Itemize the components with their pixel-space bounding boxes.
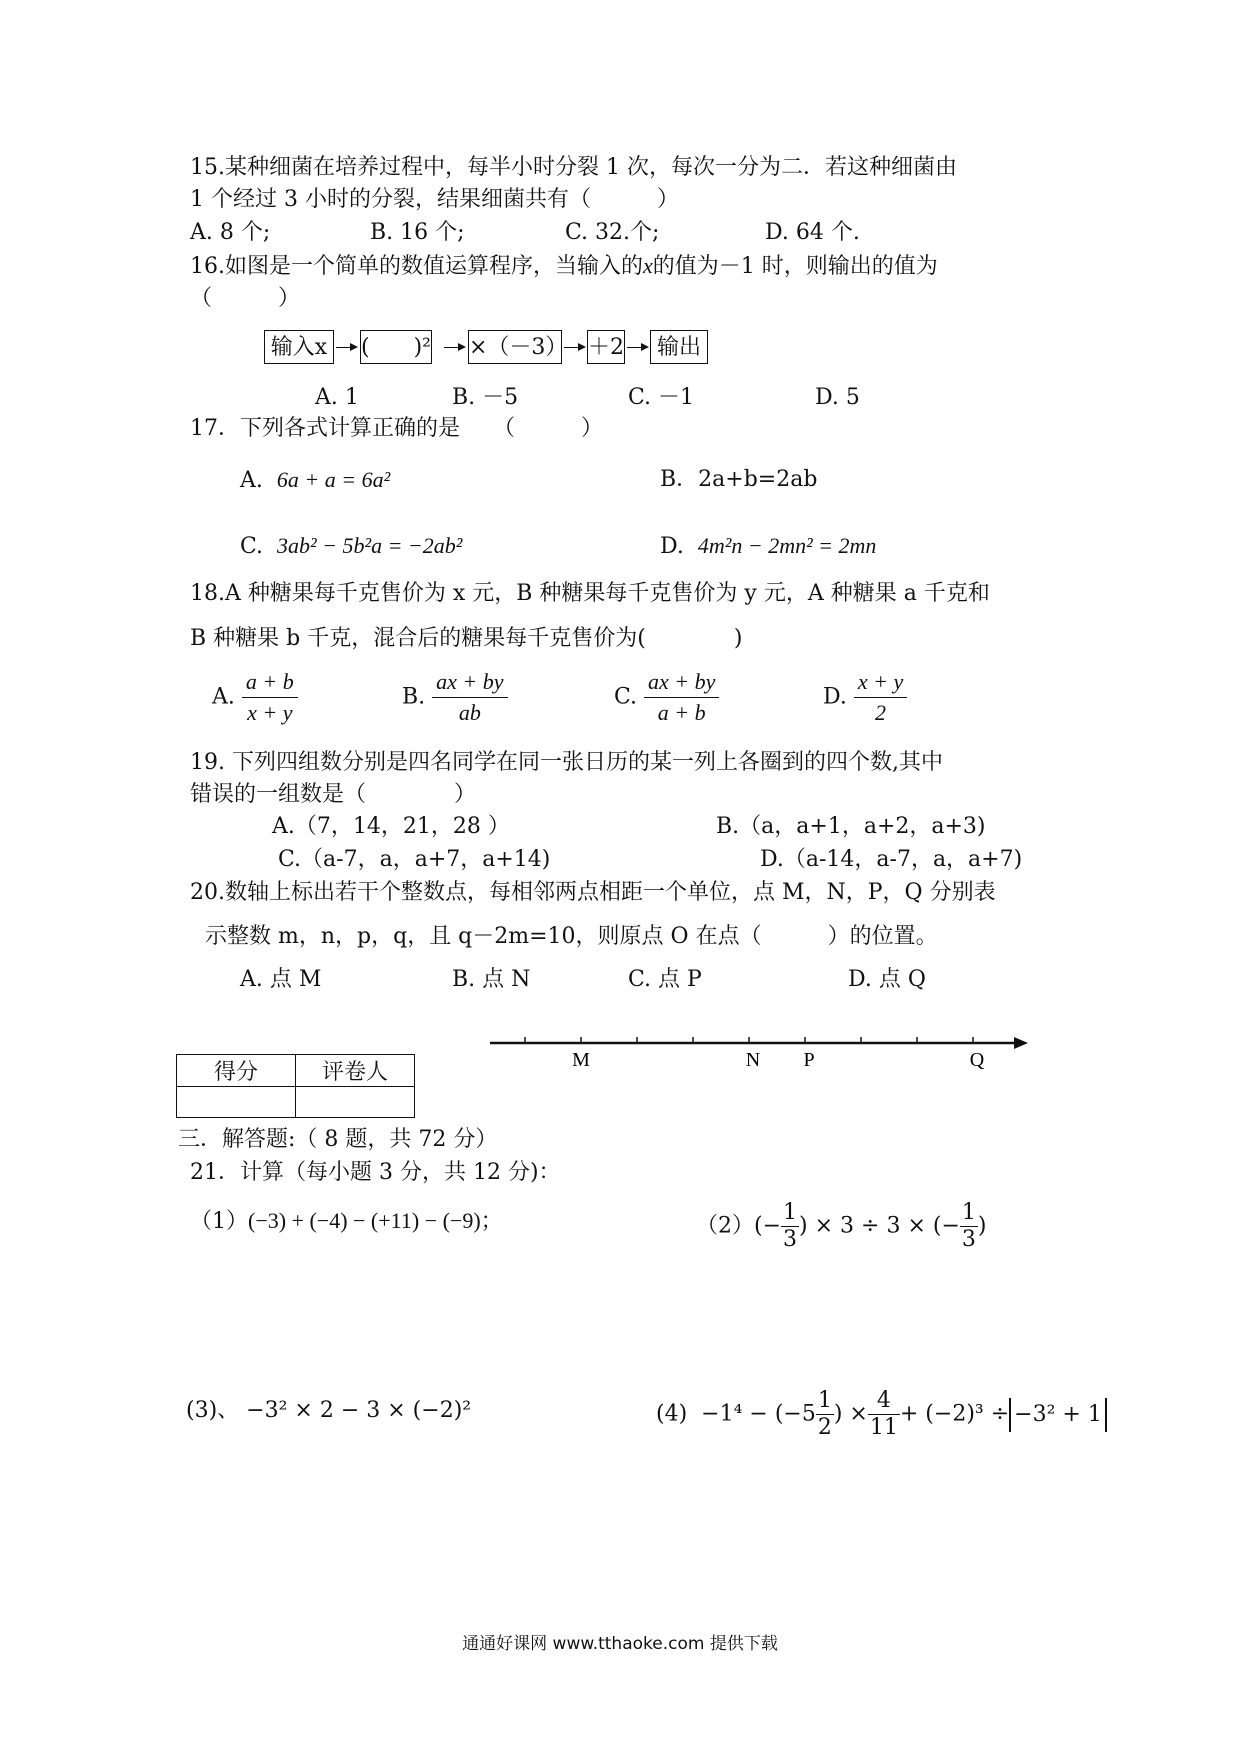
q18-a-fraction: $\frac{a + b}{x + y}$ — [242, 667, 298, 728]
flow-square-box: ( )² — [360, 330, 432, 364]
q21-p3-expr: −3² × 2 − 3 × (−2)² — [246, 1398, 472, 1423]
flow-arrow-4 — [627, 347, 647, 348]
axis-label-q: Q — [969, 1049, 985, 1071]
q17-option-d — [660, 531, 876, 562]
q17-c-expr: 3ab² − 5b²a = −2ab² — [277, 533, 463, 558]
q18-a-label: A. — [212, 684, 235, 710]
q17-stem: 17．下列各式计算正确的是 （ ） — [190, 416, 603, 441]
q21-p1-label: （1） — [190, 1209, 248, 1234]
q17-d-expr: 4m²n − 2mn² = 2mn — [697, 533, 877, 558]
q21-part3 — [186, 1396, 471, 1426]
q18-b-fraction: $\frac{ax + by}{ab}$ — [432, 667, 507, 728]
q16-line1-post: 的值为－1 时，则输出的值为 — [652, 254, 938, 279]
q19-option-b: B.（a，a+1，a+2，a+3) — [716, 814, 986, 839]
q17-c-label: C. — [240, 534, 264, 559]
q16-line1 — [190, 251, 938, 282]
q20-option-b: B. 点 N — [452, 967, 531, 992]
axis-label-p: P — [803, 1049, 815, 1071]
q21-p2-post: ) — [977, 1213, 987, 1239]
q15-line2: 1 个经过 3 小时的分裂，结果细菌共有（ ） — [190, 187, 679, 212]
q15-option-b: B. 16 个; — [370, 220, 465, 245]
q19-line2: 错误的一组数是（ ） — [190, 782, 477, 807]
q15-option-d: D. 64 个. — [765, 220, 860, 245]
flow-input-box: 输入x — [264, 330, 334, 364]
q17-d-label: D. — [660, 534, 684, 559]
q19-option-d: D.（a-14，a-7，a，a+7) — [760, 847, 1023, 872]
q18-b-label: B. — [402, 684, 426, 710]
q20-option-a: A. 点 M — [240, 967, 322, 992]
q21-part1 — [190, 1206, 503, 1237]
q20-option-d: D. 点 Q — [848, 967, 926, 992]
grader-header: 评卷人 — [296, 1055, 415, 1087]
q16-option-b: B. －5 — [452, 385, 519, 410]
q17-a-label: A. — [240, 468, 263, 493]
flow-output-box: 输出 — [650, 330, 708, 364]
q16-option-d: D. 5 — [815, 385, 860, 410]
q21-p2-label: （2） — [696, 1213, 754, 1239]
flow-add-box: ＋2 — [587, 330, 625, 364]
q17-option-a — [240, 465, 390, 496]
flow-arrow-3 — [564, 347, 584, 348]
q16-line1-pre: 16.如图是一个简单的数值运算程序，当输入的 — [190, 254, 643, 279]
q18-line2: B 种糖果 b 千克，混合后的糖果每千克售价为( ) — [190, 626, 743, 651]
q20-option-c: C. 点 P — [628, 967, 702, 992]
q15-option-a: A. 8 个; — [190, 220, 271, 245]
q21-p4-label: (4) — [656, 1401, 688, 1427]
q16-variable: x — [643, 253, 653, 278]
q18-c-fraction: $\frac{ax + by}{a + b}$ — [644, 667, 719, 728]
q21-p2-pre: (− — [754, 1213, 782, 1239]
q20-line2: 示整数 m，n，p，q，且 q－2m=10，则原点 O 在点（ ）的位置。 — [205, 924, 938, 949]
q18-d-fraction: $\frac{x + y}{2}$ — [854, 667, 907, 728]
score-header: 得分 — [177, 1055, 296, 1087]
q18-c-label: C. — [614, 684, 638, 710]
q18-option-b — [402, 667, 508, 728]
q16-option-a: A. 1 — [315, 385, 359, 410]
q21-part2 — [696, 1200, 986, 1253]
section-3-title: 三．解答题:（ 8 题，共 72 分） — [178, 1127, 498, 1152]
q15-option-c: C. 32.个; — [565, 220, 660, 245]
q21-p3-label: (3)、 — [186, 1398, 240, 1423]
q21-p2-fraction-1: $\frac{1}{3}$ — [783, 1200, 798, 1252]
q21-p4-abs: −3² + 1 — [1009, 1398, 1107, 1432]
q19-option-a: A.（7，14，21，28 ） — [272, 814, 510, 839]
q21-p4-b: ) × — [833, 1401, 868, 1427]
q17-option-b: B．2a+b=2ab — [660, 467, 818, 492]
flow-arrow-1 — [336, 347, 356, 348]
flow-multiply-box: ×（－3） — [468, 330, 562, 364]
footer: 通通好课网 www.tthaoke.com 提供下载 — [462, 1634, 778, 1654]
q21-p2-fraction-2: $\frac{1}{3}$ — [961, 1200, 976, 1252]
q21-p1-expr: (−3) + (−4) − (+11) − (−9)； — [248, 1208, 503, 1233]
axis-label-m: M — [572, 1049, 590, 1071]
axis-label-n: N — [745, 1049, 761, 1071]
score-table — [176, 1054, 415, 1118]
q16-option-c: C. －1 — [628, 385, 695, 410]
grader-cell[interactable] — [296, 1087, 415, 1118]
q18-option-d — [823, 667, 907, 728]
q21-p2-mid: ) × 3 ÷ 3 × (− — [799, 1213, 960, 1239]
q18-line1: 18.A 种糖果每千克售价为 x 元，B 种糖果每千克售价为 y 元，A 种糖果 a 千克和 — [190, 581, 990, 606]
number-line-arrow — [1014, 1037, 1028, 1049]
q18-option-c — [614, 667, 719, 728]
flow-arrow-2 — [444, 347, 464, 348]
q17-option-c — [240, 531, 462, 562]
q18-d-label: D. — [823, 684, 847, 710]
q18-option-a — [212, 667, 298, 728]
q20-line1: 20.数轴上标出若干个整数点，每相邻两点相距一个单位，点 M，N，P，Q 分别表 — [190, 880, 996, 905]
q21-p4-fraction-4-11: $\frac{4}{11}$ — [869, 1388, 898, 1440]
q21-p4-a: −1⁴ − (−5 — [701, 1401, 816, 1427]
number-line — [480, 1028, 1040, 1078]
q19-option-c: C.（a-7，a，a+7，a+14) — [278, 847, 551, 872]
q15-line1: 15.某种细菌在培养过程中，每半小时分裂 1 次，每次一分为二．若这种细菌由 — [190, 155, 957, 180]
q17-a-expr: 6a + a = 6a² — [276, 467, 391, 492]
q16-line2: （ ） — [190, 286, 301, 311]
q21-part4 — [656, 1388, 1107, 1441]
q21-p4-c: + (−2)³ ÷ — [899, 1401, 1010, 1427]
q19-line1: 19. 下列四组数分别是四名同学在同一张日历的某一列上各圈到的四个数,其中 — [190, 750, 943, 775]
q21-stem: 21．计算（每小题 3 分，共 12 分)： — [190, 1160, 561, 1185]
q21-p4-fraction-half: $\frac{1}{2}$ — [817, 1388, 832, 1440]
score-cell[interactable] — [177, 1087, 296, 1118]
